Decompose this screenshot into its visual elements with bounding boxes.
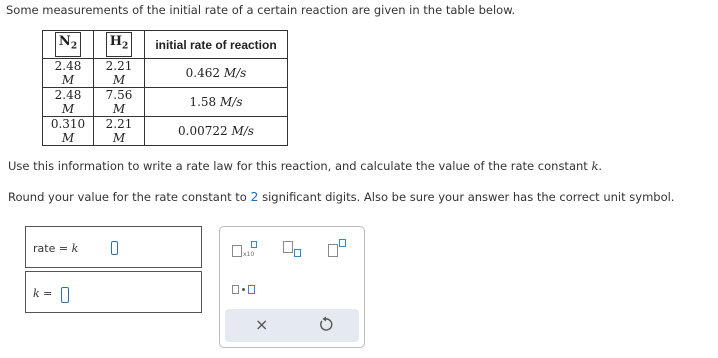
rate-law-answer-box[interactable] xyxy=(25,226,202,268)
cell-rate: 0.00722 M/s xyxy=(145,117,288,146)
x10-label: x10 xyxy=(243,251,255,258)
dot-icon xyxy=(242,288,245,291)
box-icon xyxy=(251,241,257,248)
cell-h2: 7.56 M xyxy=(94,88,145,117)
box-icon xyxy=(232,285,239,294)
scientific-notation-button[interactable] xyxy=(232,241,260,261)
cell-rate: 1.58 M/s xyxy=(145,88,288,117)
rate-law-input[interactable] xyxy=(111,241,118,255)
cell-n2: 0.310 M xyxy=(43,117,94,146)
rate-constant-input[interactable] xyxy=(61,287,69,303)
sig-fig-count: 2 xyxy=(250,189,259,204)
instruction-line-2: Round your value for the rate constant to 2 significant digits. Also be sure your answer has the correct unit symbol. xyxy=(8,189,675,204)
rate-constant-answer-box[interactable] xyxy=(25,271,202,313)
header-n2-symbol: N xyxy=(58,34,71,50)
intro-text: Some measurements of the initial rate of a certain reaction are given in the table below. xyxy=(6,3,516,17)
header-h2-symbol: H xyxy=(109,34,123,50)
box-icon xyxy=(232,245,242,257)
rate-law-label: rate = k xyxy=(33,242,79,255)
box-icon xyxy=(248,285,255,294)
instruction-line-1: Use this information to write a rate law for this reaction, and calculate the value of the rate constant k. xyxy=(8,159,603,173)
cell-n2: 2.48 M xyxy=(43,59,94,88)
cell-h2: 2.21 M xyxy=(94,59,145,88)
data-table xyxy=(42,30,288,146)
superscript-button[interactable] xyxy=(328,239,352,261)
cell-h2: 2.21 M xyxy=(94,117,145,146)
header-n2-sub: 2 xyxy=(70,41,78,52)
box-icon xyxy=(294,249,301,257)
table-header-row xyxy=(43,31,288,59)
header-h2-sub: 2 xyxy=(122,41,129,52)
table-row xyxy=(43,59,288,88)
header-h2 xyxy=(94,31,145,59)
undo-icon[interactable] xyxy=(318,316,334,332)
box-icon xyxy=(328,244,338,257)
table-row xyxy=(43,88,288,117)
rate-constant-label: k = xyxy=(33,287,53,300)
palette-action-bar xyxy=(225,309,359,342)
rate-constant-var: k xyxy=(591,159,599,173)
multiplication-dot-button[interactable] xyxy=(232,282,262,298)
header-n2 xyxy=(43,31,94,59)
table-row xyxy=(43,117,288,146)
clear-button[interactable]: × xyxy=(255,315,269,334)
math-tool-palette xyxy=(219,226,365,348)
cell-n2: 2.48 M xyxy=(43,88,94,117)
cell-rate: 0.462 M/s xyxy=(145,59,288,88)
box-icon xyxy=(283,241,293,253)
box-icon xyxy=(339,239,346,247)
subscript-button[interactable] xyxy=(283,241,307,261)
header-rate: initial rate of reaction xyxy=(145,31,288,59)
